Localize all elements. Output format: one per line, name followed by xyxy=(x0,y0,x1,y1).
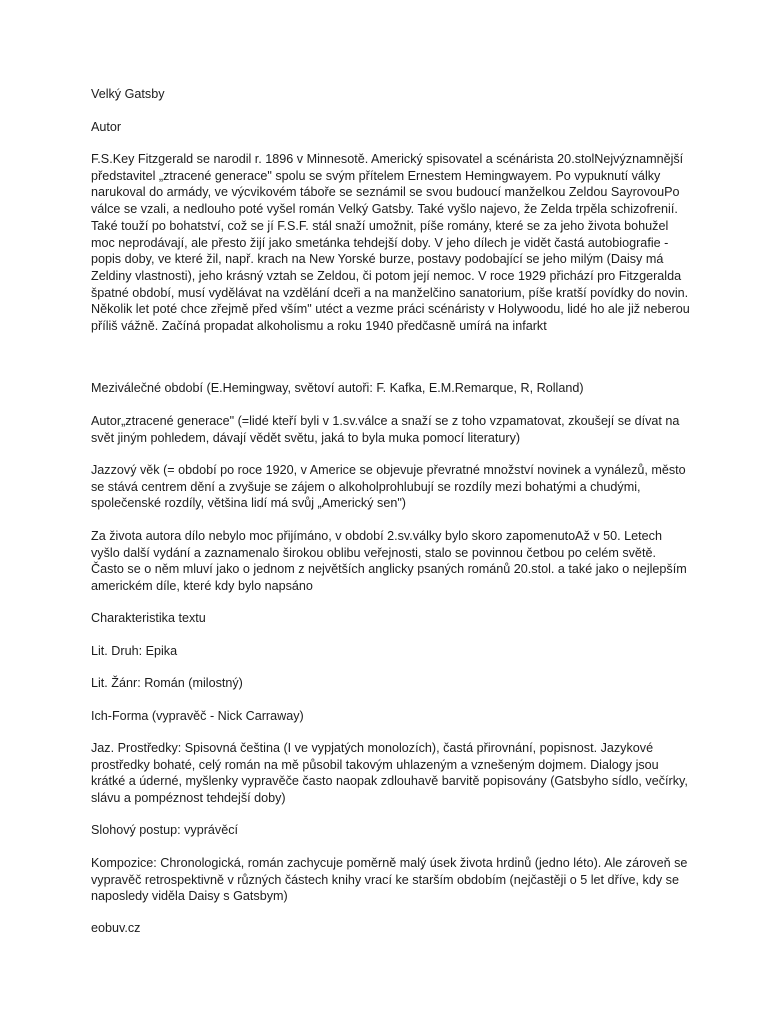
narrative-form-line: Ich-Forma (vypravěč - Nick Carraway) xyxy=(91,709,304,723)
reception-paragraph: Za života autora dílo nebylo moc přijímáno, v období 2.sv.války bylo skoro zapomenutoAž v 50. Letech vyšlo další vydání a zaznamenalo širokou oblibu veřejnosti, stalo se povinnou četbou po celém světě. Často se o něm mluví jako o jednom z největších anglicky psaných románů 20.stol. a také jako o nejlepším americkém díle, které kdy bylo napsáno xyxy=(91,529,687,594)
composition-paragraph: Kompozice: Chronologická, román zachycuje poměrně malý úsek života hrdinů (jedno léto). Ale zároveň se vypravěč retrospektivně v různých částech knihy vrací ke starším obdobím (nejčastěji o 5 let dříve, kdy se naposledy viděla Daisy s Gatsbym) xyxy=(91,856,688,904)
jazz-age-paragraph: Jazzový věk (= období po roce 1920, v Americe se objevuje převratné množství novinek a vynálezů, město se stává centrem dění a zvyšuje se zájem o alkoholprohlubují se rozdíly mezi bohatými a chudými, společenské rozdíly, většina lidí má svůj „Americký sen") xyxy=(91,463,686,511)
language-means-paragraph: Jaz. Prostředky: Spisovná čeština (I ve vypjatých monolozích), častá přirovnání, popisnost. Jazykové prostředky bohaté, celý román na mě působil takovým uhlazeným a vznešeným dojmem. Dialogy jsou krátké a úderné, myšlenky vypravěče často naopak zdlouhavě barvitě popisovány (Gatsbyho sídlo, večírky, slávu a pompéznost tehdejší doby) xyxy=(91,741,688,806)
author-heading: Autor xyxy=(91,120,122,134)
style-line: Slohový postup: vyprávěcí xyxy=(91,823,239,837)
literary-type-line: Lit. Druh: Epika xyxy=(91,644,178,658)
footer-source: eobuv.cz xyxy=(91,921,141,935)
lost-generation-paragraph: Autor„ztracené generace" (=lidé kteří byli v 1.sv.válce a snaží se z toho vzpamatovat, zkoušejí se dívat na svět jiným pohledem, dávají vědět světu, jaká to byla muka pomocí literatury) xyxy=(91,414,680,445)
interwar-period-paragraph: Meziválečné období (E.Hemingway, světoví autoři: F. Kafka, E.M.Remarque, R, Rolland) xyxy=(91,381,584,395)
document-title: Velký Gatsby xyxy=(91,87,165,101)
characteristics-heading: Charakteristika textu xyxy=(91,611,206,625)
author-bio-paragraph: F.S.Key Fitzgerald se narodil r. 1896 v Minnesotě. Americký spisovatel a scénárista 20.stolNejvýznamnější představitel „ztracené generace" spolu se svým přítelem Ernestem Hemingwayem. Po vypuknutí války narukoval do armády, ve výcvikovém táboře se seznámil se svou budoucí manželkou Zeldou SayrovouPo válce se vzali, a nedlouho poté vyšel román Velký Gatsby. Také vyšlo najevo, že Zelda trpěla schizofrenií. Také touží po bohatství, což se jí F.S.F. stál snaží umožnit, píše romány, které se za jeho života bohužel moc neprodávají, ale přesto žijí jako smetánka tehdejší doby. V jeho dílech je vidět častá autobiografie - popis doby, ve které žil, např. krach na New Yorské burze, postavy podobající se jeho milým (Daisy má Zeldiny vlastnosti), jeho krásný vztah se Zeldou, či potom její nemoc. V roce 1929 přichází pro Fitzgeralda špatné období, musí vydělávat na vzdělání dceři a na manželčino sanatorium, píše kratší povídky do novin. Několik let poté chce zřejmě před vším" utéct a vezme práci scénáristy v Holywoodu, lidé ho ale již neberou příliš vážně. Začíná propadat alkoholismu a roku 1940 předčasně umírá na infarkt xyxy=(91,152,690,334)
literary-genre-line: Lit. Žánr: Román (milostný) xyxy=(91,676,243,690)
